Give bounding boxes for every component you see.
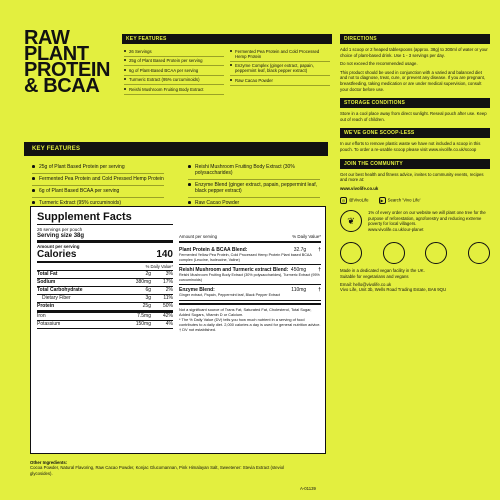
- recycle-badge-icon: [468, 242, 490, 264]
- feature-item: Reishi Mushroom Fruiting Body Extract: [124, 85, 224, 95]
- tree-icon: ❦: [340, 210, 362, 232]
- feature-item: Raw Cacao Powder: [188, 198, 320, 210]
- supplement-facts-title: Supplement Facts: [37, 211, 173, 225]
- community-text: Get our best health and fitness advice, invites to community events, recipes and more at: www.vivolife.co.uk: [340, 172, 490, 192]
- youtube-icon: ▶: [380, 198, 384, 204]
- directions-heading: DIRECTIONS: [340, 34, 490, 44]
- vegetarian-badge-icon: [425, 242, 447, 264]
- youtube-link[interactable]: ▶ Search 'Vivo Life': [380, 197, 421, 204]
- other-ingredients: Other Ingredients: Cocoa Powder, Natural Flavoring, Raw Cacao Powder, Konjac Glucomannan, Pink Himalayan Salt, Sweetener: Stevia Extract (steviol glycosides).: [30, 460, 285, 476]
- product-title: RAW PLANT PROTEIN & BCAA: [24, 27, 111, 97]
- feature-item: Fermented Pea Protein and Cold Pressed Hemp Protein: [32, 174, 164, 186]
- blend-row: Enzyme Blend: 110mg † Ginger extract, Papain, Peppermint leaf, Black Pepper Extract: [179, 285, 321, 301]
- blends-section: Amount per serving % Daily Value* Plant Protein & BCAA Blend: 32.7g † Fermented Yellow Pea Protein, Cold Processed Hemp Protein Plant based BCAA complex (Leucine, Isoleucine, Valine) Reishi Mushroom and Turmeric extract Blend: 450mg † Reishi Mushroom Fruiting Body Extract (30% polysaccharides), Turmeric Extract (95% curcuminoids) Enzyme Blend: 110mg † Ginger extract, Papain, Peppermint leaf, Black Pepper Extract Not a significant source of Trans Fat, Saturated Fat, Cholesterol, Total Sugar, Added Sugars, Vitamin D or Calcium. * The % Daily Value (DV) tells you how much nutrient in a serving of food contributes to a daily diet. 2,000 calories a day is used for general nutrition advice. † DV not established.: [179, 234, 321, 332]
- instagram-icon: ◎: [341, 198, 346, 204]
- feature-item: Reishi Mushroom Fruiting Body Extract (30% polysaccharides): [188, 162, 320, 180]
- scoop-heading: WE'VE GONE SCOOP-LESS: [340, 128, 490, 138]
- key-features-main-col1: [32, 162, 164, 210]
- feature-item: 26 Servings: [124, 47, 224, 57]
- key-features-col2: [230, 47, 330, 95]
- nutrient-row: Total Fat 2g 3%: [37, 271, 173, 277]
- vegan-badge-icon: [340, 242, 362, 264]
- feature-item: 6g of Plant-Based BCAA per serving: [124, 66, 224, 76]
- made-in-info: Made in a dedicated vegan facility in the UK. Suitable for vegetarians and vegans Email: hello@vivolife.co.uk Vivo Life, Unit 3b, Wells Road Trading Estate, BA6 9QU: [340, 268, 447, 293]
- planet-section: ❦ 1% of every order on our website we will plant one tree for the purpose of reforestation, agroforestry and reducing extreme poverty for local villagers. www.vivolife.co.uk/our-planet: [340, 210, 490, 232]
- feature-item: Enzyme Blend (ginger extract, papain, peppermint leaf, black pepper extract): [188, 180, 320, 198]
- supplement-facts-panel: Supplement Facts 26 servings per pouch Serving size 38g Amount per serving Calories 140 % Daily Value* Total Fat 2g 3% Sodium 380mg 17% Total Carbohydrate 6g 2% Dietary Fiber 3g 11% Protein 25g 50% Iron 7.5mg 42% Potassium 150mg 4% Amount per serving % Daily Value* Plant Protein & BCAA Blend: 32.7g † Fermented Yellow Pea Protein, Cold Processed Hemp Protein Plant based BCAA complex (Leucine, Isoleucine, Valine) Reishi Mushroom and Turmeric extract Blend: 450mg † Reishi Mushroom Fruiting Body Extract (30% polysaccharides), Turmeric Extract (95% curcuminoids) Enzyme Blend: 110mg † Ginger extract, Papain, Peppermint leaf, Black Pepper Extract Not a significant source of Trans Fat, Saturated Fat, Cholesterol, Total Sugar, Added Sugars, Vitamin D or Calcium. * The % Daily Value (DV) tells you how much nutrient in a serving of food contributes to a daily diet. 2,000 calories a day is used for general nutrition advice. † DV not established.: [30, 206, 326, 454]
- feature-item: Enzyme Complex (ginger extract, papain, peppermint leaf, black pepper extract): [230, 62, 330, 77]
- key-features-main-col2: [188, 162, 320, 210]
- key-features-col1: [124, 47, 224, 95]
- facts-footnote: Not a significant source of Trans Fat, Saturated Fat, Cholesterol, Total Sugar, Added Sugars, Vitamin D or Calcium. * The % Daily Value (DV) tells you how much nutrient in a serving of food contributes to a daily diet. 2,000 calories a day is used for general nutrition advice. † DV not established.: [179, 303, 321, 332]
- storage-text: Store in a cool place away from direct sunlight. Reseal pouch after use. Keep out of reach of children.: [340, 111, 487, 122]
- feature-item: 6g of Plant Based BCAA per serving: [32, 186, 164, 198]
- servings-per-container: 26 servings per pouch: [37, 227, 83, 232]
- nutrient-rows: [37, 271, 173, 329]
- feature-item: Fermented Pea Protein and Cold Processed Hemp Protein: [230, 47, 330, 62]
- feature-item: Turmeric Extract (95% curcuminoids): [32, 198, 164, 210]
- scoop-text: In our efforts to remove plastic waste we have not included a scoop in this pouch. To order a re-usable scoop please visit www.vivolife.co.uk/scoop: [340, 141, 481, 152]
- feature-item: Turmeric Extract (95% curcuminoids): [124, 76, 224, 86]
- nutrient-row: Potassium 150mg 4%: [37, 321, 173, 327]
- nutrient-row: Iron 7.5mg 42%: [37, 313, 173, 319]
- key-features-top: [122, 34, 332, 95]
- nutrient-row: Dietary Fiber 3g 11%: [37, 295, 173, 303]
- calories-row: Calories 140: [37, 249, 173, 263]
- certification-badges: [340, 242, 490, 264]
- lot-code: A-01139: [300, 486, 316, 491]
- instagram-link[interactable]: ◎ @VivoLife: [341, 197, 369, 204]
- feature-item: 25g of Plant Based Protein per serving: [32, 162, 164, 174]
- gluten-free-badge-icon: [383, 242, 405, 264]
- social-links: [340, 197, 490, 204]
- nutrient-row: Sodium 380mg 17%: [37, 279, 173, 285]
- community-url[interactable]: www.vivolife.co.uk: [340, 185, 379, 191]
- feature-item: 25g of Plant Based Protein per serving: [124, 57, 224, 67]
- planet-url[interactable]: www.vivolife.co.uk/our-planet: [368, 226, 424, 232]
- nutrient-row: Total Carbohydrate 6g 2%: [37, 287, 173, 293]
- key-features-heading: KEY FEATURES: [122, 34, 332, 44]
- directions-text: Add 1 scoop or 2 heaped tablespoons (approx. 38g) to 300ml of water or your choice of plant-based drink. Use 1 - 3 servings per day. Do not exceed the recommended usage. This product should be used in conjunction with a varied and balanced diet and not to diagnose, treat, cure, or prevent any disease. If you are pregnant, breastfeeding, taking medication or are under medical supervision, consult your doctor before use.: [340, 47, 488, 92]
- blend-row: Plant Protein & BCAA Blend: 32.7g † Fermented Yellow Pea Protein, Cold Processed Hemp Protein Plant based BCAA complex (Leucine, Isoleucine, Valine): [179, 245, 321, 265]
- feature-item: Raw Cacao Powder: [230, 76, 330, 86]
- blend-row: Reishi Mushroom and Turmeric extract Blend: 450mg † Reishi Mushroom Fruiting Body Extract (30% polysaccharides), Turmeric Extract (95% curcuminoids): [179, 265, 321, 285]
- key-features-main-heading: KEY FEATURES: [24, 142, 328, 156]
- storage-heading: STORAGE CONDITIONS: [340, 98, 490, 108]
- info-column: [340, 34, 490, 293]
- nutrient-row: Protein 25g 50%: [37, 303, 173, 313]
- key-features-main: [24, 142, 328, 216]
- community-heading: JOIN THE COMMUNITY: [340, 159, 490, 169]
- serving-size: Serving size 38g: [37, 233, 173, 243]
